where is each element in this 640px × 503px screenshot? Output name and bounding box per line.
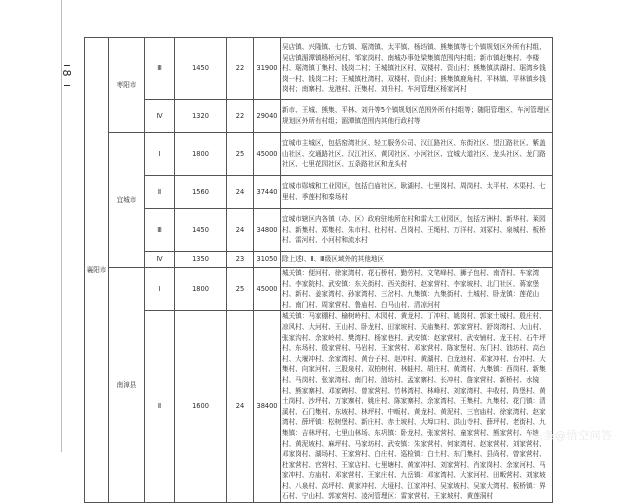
desc-cell: 宜城市主城区，包括窑湾社区、轻工服务公司、汉江路社区、东街社区、望江路社区、紫盖山社区、交通路社区、汉江社区、黄冈社区、小河社区、宜城大道社区、龙头社区、龙门路社区、七里花园社区、五条路社区和龙头村 <box>281 133 553 176</box>
price-cell: 31900 <box>254 38 281 100</box>
watermark-logo-icon <box>516 426 531 441</box>
desc-cell: 吴店镇、兴隆镇、七方镇、琚湾镇、太平镇、杨垱镇、熊集镇等七个镇规划区外所有村组、吴店镇湄潭镇杨桥河村、邹家岗村、南城办事处梁集镇范围内村组；新市镇赶集村、李楼村、琚湾镇丁集村、钱岗二村；王城镇社区村、双楼村、资山村；熊集镇洪湖村、琚湾乡钱岗一村、钱岗二村；王城镇杜湾村、双楼村、资山村；熊集镇鹿角村、平林镇、平林镇乡钱岗村；南寨村、龙港村、汪集村、刘升村、车河管理区杨家河村 <box>281 38 553 100</box>
base-cell: 1600 <box>175 311 227 503</box>
days-cell: 22 <box>227 38 254 100</box>
price-cell: 38400 <box>254 311 281 503</box>
county-cell: 枣阳市 <box>109 38 145 133</box>
table-row <box>85 38 553 100</box>
table-row <box>85 252 553 268</box>
days-cell: 24 <box>227 311 254 503</box>
watermark-text: 头条@悟空问答 <box>532 429 613 442</box>
table-row <box>85 209 553 252</box>
county-cell: 宜城市 <box>109 133 145 268</box>
desc-cell: 城关镇：便河村、徐家湾村、花石桥村、勤劳村、文笔峰村、狮子包村、南背村、车家湾村、李家院村、武安镇：东关街村、西关街村、赵家营村、李家坡村、北门社区、蒋家堡村、新村、姜家湾村、孙家湾村、三岔村、九集镇：九集街村、土城村、卧龙镇：莲花山村、南门村、周家营村、鲁庙村、白马山村、清凉河村 <box>281 268 553 311</box>
price-cell: 29040 <box>254 100 281 133</box>
desc-cell: 新市、王城、熊集、平林、刘升等5个镇规划区范围外所有村组等；随阳管理区、车河管理区规划区外所有村组；湄潭镇范围内其他行政村等 <box>281 100 553 133</box>
desc-cell: 宜城市郧城和工业园区，包括白庙社区、耿湖村、七里岗村、周岗村、太平村、木渠村、七里村、季莲村和秦场村 <box>281 176 553 209</box>
price-cell: 37440 <box>254 176 281 209</box>
grade-cell: Ⅳ <box>145 252 175 268</box>
grade-cell: Ⅱ <box>145 176 175 209</box>
table-row <box>85 100 553 133</box>
table-row <box>85 133 553 176</box>
county-cell: 南漳县 <box>109 268 145 503</box>
days-cell: 25 <box>227 133 254 176</box>
grade-cell: Ⅲ <box>145 209 175 252</box>
page-number: 8 <box>60 69 73 77</box>
base-cell: 1350 <box>175 252 227 268</box>
days-cell: 24 <box>227 176 254 209</box>
grade-cell: Ⅰ <box>145 133 175 176</box>
price-cell: 31050 <box>254 252 281 268</box>
table-row <box>85 311 553 503</box>
base-cell: 1450 <box>175 38 227 100</box>
desc-cell: 除上述Ⅰ、Ⅱ、Ⅲ级区域外的其他地区 <box>281 252 553 268</box>
table-row <box>85 176 553 209</box>
days-cell: 24 <box>227 209 254 252</box>
price-cell: 34800 <box>254 209 281 252</box>
grade-cell: Ⅳ <box>145 100 175 133</box>
desc-cell: 城关镇：马家棚村、榆树岭村、木园村、黄龙村、丁冲村、姚岗村、郭家土城村、殷庄村、凉风村、大河村、王山村、卧龙村、田家坡村、关庙集村、郭家营村、舒岗湾村、大山村、张家沟村、余家岭村、樊湾村、杨家巷村、武安镇：赵家营村、武安铺村、龙王村、石牛坪村、东场村、殷家营村、马岩村、王家营村、邓家营村、陈家堡村、东门村、油坊村、高台村、大堰冲村、余家湾村、黄台子村、赵冲村、黄湖村、白龙池村、邓家冲村、台冲村、大集村、向家河村、三股泉村、双柏树村、林蛙村、胡庄村、黄湾村、九集镇：西岗村、新集村、马岗村、张家湾村、南门村、油坊村、孟家寨村、长冲村、詹家营村、新桥村、水镜村、熊家寨村、邓家碑村、曾家营村、竹林湾村、林峰村、刘家湾村、丰收村、阵堡村、黄土岗村、沙坪村、万家寨村、姚庄村、陈家寨村、余家湾村、王集村、九集村、花门镇：清溪村、石门集村、东坡村、林坪村、中畈村、黄龙村、黄泥村、三官庙村、徐家湾村、赵家湾村、薛坪镇：松树堡村、新庄村、赤土坡村、大埠口村、洪山寺村、薛坪村、老街村、九集镇：吉林坪村、七里山林场、东巩镇：卧龙村、张家营村、童家营村、熊家营村、车塘村、黄泥坡村、麻坪村、马家坊村、武安镇：朱家营村、何家湾村、赵家营村、刘家营村、邓家岗村、湖场村、王家营村、白庄村、巡检镇：白土村、东门集村、县尚村、曾家营村、杜家营村、官营村、王家店村、七里塘村、黄家冲村、刘家营村、肖家岗村、余家河村、马家冲村、方庙村、邓家营村、王家庄村、九岳镇：邓家湾村、大家河村、田畈营村、刘家坡村、八泉村、高坪村、黄家冲村、大垭村、江家冲村、吴家坡村、吴家大湾村、板桥镇：界石村、宁山村、郭家营村、凌河管理区：雷家营村、王家坡村、黄莲洞村 <box>281 311 553 503</box>
page-dash-bottom <box>64 85 70 86</box>
base-cell: 1450 <box>175 209 227 252</box>
price-cell: 45000 <box>254 268 281 311</box>
days-cell: 25 <box>227 268 254 311</box>
base-cell: 1800 <box>175 133 227 176</box>
base-cell: 1560 <box>175 176 227 209</box>
price-cell: 45000 <box>254 133 281 176</box>
base-cell: 1800 <box>175 268 227 311</box>
grade-cell: Ⅱ <box>145 311 175 503</box>
city-cell: 襄阳市 <box>85 38 109 503</box>
land-price-table <box>84 37 553 503</box>
days-cell: 22 <box>227 100 254 133</box>
table-row <box>85 268 553 311</box>
base-cell: 1320 <box>175 100 227 133</box>
days-cell: 23 <box>227 252 254 268</box>
grade-cell: Ⅰ <box>145 268 175 311</box>
grade-cell: Ⅲ <box>145 38 175 100</box>
desc-cell: 宜城市辖区内各镇（办、区）政府驻地所在村和雷大工业园区，包括方洲村、新华村、莱园村、新集村、郑集村、朱市村、杜村村、吕岗村、王绳村、万洋村、刘冢村、泉城村、板桥村、雷河村、小河村和流水村 <box>281 209 553 252</box>
